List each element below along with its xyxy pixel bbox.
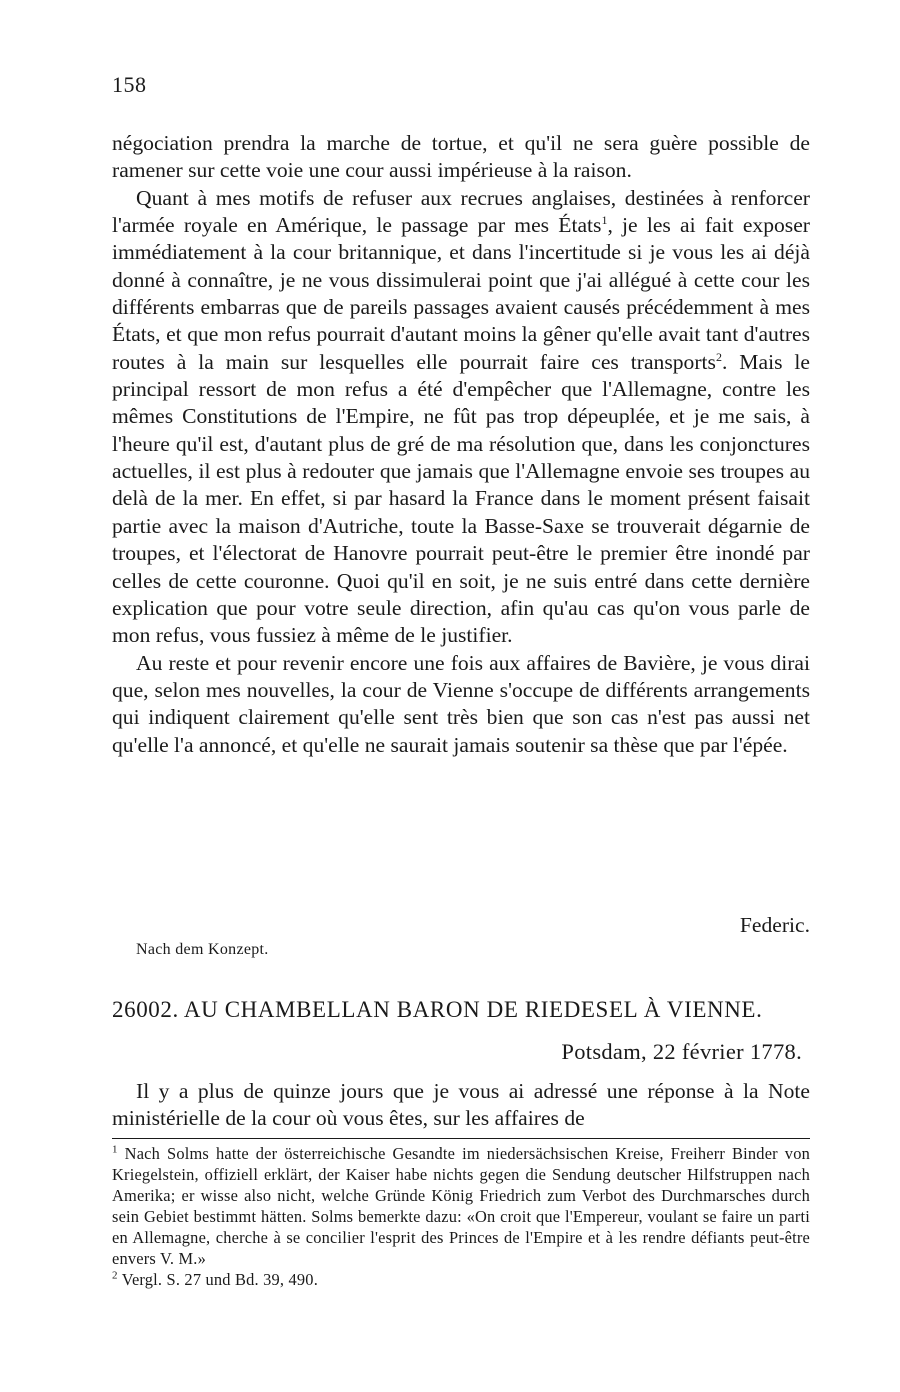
letter-opening-paragraph: Il y a plus de quinze jours que je vous ai adressé une réponse à la Note ministérielle de la cour où vous êtes, sur les affaires de <box>112 1079 810 1131</box>
footnote-2-mark: 2 <box>112 1269 118 1282</box>
paragraph-2-part-c: . Mais le principal ressort de mon refus a été d'empêcher que l'Allemagne, contre les mêmes Constitutions de l'Empire, ne fût pas trop dépeuplée, et je me sais, à l'heure qu'il est, d'autant plus de gré de ma résolution que, dans les conjonctures actuelles, il est plus à redouter que jamais que l'Allemagne envoie ses troupes au delà de la mer. En effet, si par hasard la France dans le moment présent faisait partie avec la maison d'Autriche, toute la Basse-Saxe se trouverait dégarnie de troupes, et l'électorat de Hanovre pourrait peut-être le premier être inondé par celles de cette couronne. Quoi qu'il en soit, je ne suis entré dans cette dernière explication que pour votre seule direction, afin qu'au cas qu'on vous parle de mon refus, vous fussiez à même de le justifier. <box>112 349 811 648</box>
main-text <box>112 130 810 759</box>
footnote-divider <box>112 1138 810 1139</box>
source-note: Nach dem Konzept. <box>136 941 269 958</box>
footnote-1 <box>112 1143 810 1269</box>
paragraph-2-part-b: , je les ai fait exposer immédiatement à la cour britannique, et dans l'incertitude si je vous les ai déjà donné à connaître, je ne vous dissimulerai point que j'ai allégué à cette cour les différents embarras que de pareils passages avaient causés précédemment à mes États, et que mon refus pourrait d'autant moins la gêner qu'elle avait tant d'autres routes à la main sur lesquelles elle pourrait faire ces transports <box>112 213 810 374</box>
letter-heading: 26002. AU CHAMBELLAN BARON DE RIEDESEL À VIENNE. <box>112 997 763 1022</box>
footnote-1-mark: 1 <box>112 1143 118 1156</box>
footnote-ref-1: 1 <box>601 212 608 227</box>
letter-text <box>112 1078 810 1133</box>
paragraph-3: Au reste et pour revenir encore une fois aux affaires de Bavière, je vous dirai que, selon mes nouvelles, la cour de Vienne s'occupe de différents arrangements qui indiquent clairement qu'elle sent très bien que son cas n'est pas aussi net qu'elle l'a annoncé, et qu'elle ne saurait jamais soutenir sa thèse que par l'épée. <box>112 650 810 757</box>
paragraph-2-part-a: Quant à mes motifs de refuser aux recrues anglaises, destinées à renforcer l'armée royale en Amérique, le passage par mes États <box>112 185 810 238</box>
footnote-ref-2: 2 <box>715 349 722 364</box>
paragraph-1: négociation prendra la marche de tortue, et qu'il ne sera guère possible de ramener sur cette voie une cour aussi impérieuse à la raison. <box>112 131 810 183</box>
footnote-2 <box>112 1269 810 1290</box>
footnote-1-text: Nach Solms hatte der österreichische Gesandte im niedersächsischen Kreise, Freiherr Binder von Kriegelstein, offiziell erklärt, der Kaiser habe nichts gegen die Sendung deutscher Hilfstruppen nach Amerika; er wisse also nicht, welche Gründe König Friedrich zum Verbot des Durchmarsches durch sein Gebiet bestimmt hätten. Solms bemerkte dazu: «On croit que l'Empereur, voulant se faire un parti en Allemagne, cherche à se concilier l'esprit des Princes de l'Empire et à les rendre défiants peut-être envers V. M.» <box>112 1144 810 1268</box>
signature: Federic. <box>739 913 810 937</box>
footnote-2-text: Vergl. S. 27 und Bd. 39, 490. <box>121 1270 318 1289</box>
paragraph-2 <box>112 185 810 650</box>
page-number: 158 <box>112 72 147 97</box>
footnotes <box>112 1143 810 1290</box>
letter-dateline: Potsdam, 22 février 1778. <box>561 1039 802 1064</box>
